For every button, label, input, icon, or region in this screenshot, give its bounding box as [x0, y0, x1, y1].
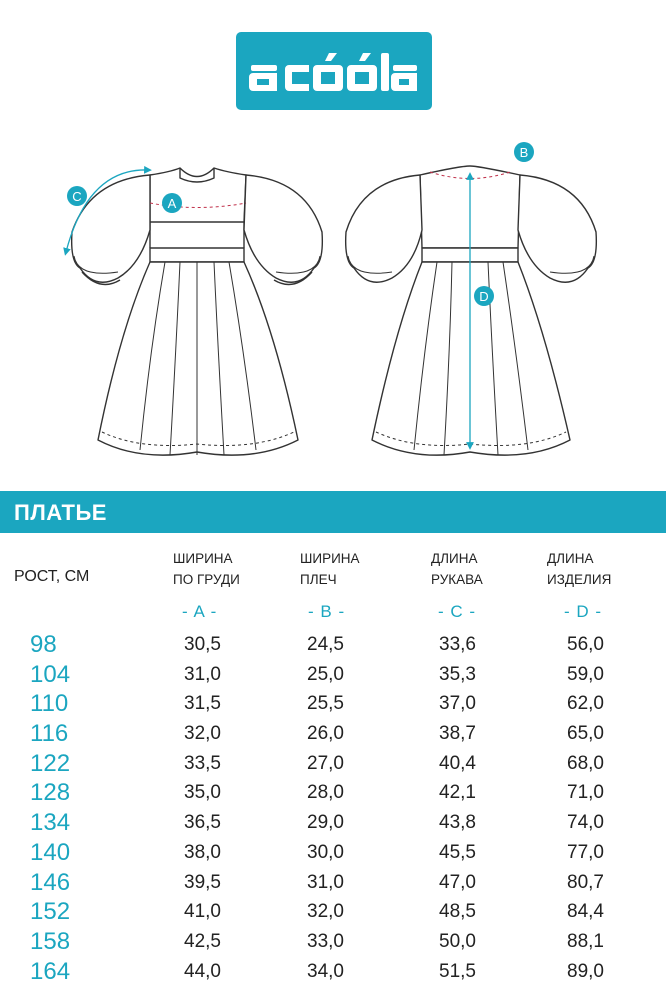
chest-cell: 30,5 [184, 634, 221, 655]
length-cell: 89,0 [567, 960, 604, 982]
chest-cell: 32,0 [184, 723, 221, 745]
height-cell: 146 [30, 868, 71, 896]
chest-cell: 44,0 [184, 960, 221, 982]
height-cell: 104 [30, 660, 71, 688]
column-letter-a: - A - [182, 602, 218, 621]
label-c-circle [67, 186, 87, 206]
table-row [0, 899, 666, 929]
height-cell: 140 [30, 838, 71, 866]
chest-cell: 42,5 [184, 930, 221, 952]
dress-technical-drawings [0, 130, 666, 480]
shoulder-cell: 33,0 [307, 930, 344, 952]
sleeve-cell: 50,0 [439, 930, 476, 952]
chest-cell: 39,5 [184, 871, 221, 893]
dress-back-view [346, 166, 597, 455]
height-cell: 98 [30, 631, 57, 658]
height-cell: 110 [30, 690, 69, 718]
table-row [0, 721, 666, 751]
length-cell: 59,0 [567, 663, 604, 685]
column-header-line2: РУКАВА [431, 572, 483, 587]
title-banner [0, 491, 666, 533]
column-header-line1: ШИРИНА [300, 551, 360, 566]
table-row [0, 780, 666, 810]
sleeve-cell: 51,5 [439, 960, 476, 982]
shoulder-cell: 26,0 [307, 723, 344, 745]
shoulder-cell: 32,0 [307, 901, 344, 923]
sleeve-cell: 33,6 [439, 634, 476, 655]
length-cell: 74,0 [567, 812, 604, 834]
table-row [0, 691, 666, 721]
label-a-circle [162, 193, 182, 213]
column-header-chest [173, 548, 240, 590]
chest-cell: 31,5 [184, 693, 221, 715]
column-letter-b: - B - [308, 602, 346, 621]
sleeve-cell: 47,0 [439, 871, 476, 893]
label-a: A [167, 196, 177, 211]
table-row [0, 840, 666, 870]
shoulder-cell: 24,5 [307, 634, 344, 655]
length-cell: 80,7 [567, 871, 604, 893]
column-header-line2: ИЗДЕЛИЯ [547, 572, 612, 587]
table-row [0, 929, 666, 959]
column-header-line1: ДЛИНА [547, 551, 594, 566]
length-cell: 77,0 [567, 841, 604, 863]
sleeve-cell: 48,5 [439, 901, 476, 923]
dress-front-view [66, 168, 322, 455]
size-table [0, 632, 666, 988]
shoulder-cell: 27,0 [307, 752, 344, 774]
height-cell: 122 [30, 749, 71, 777]
height-cell: 152 [30, 898, 71, 926]
chest-cell: 41,0 [184, 901, 221, 923]
shoulder-cell: 28,0 [307, 782, 344, 804]
height-cell: 116 [30, 720, 69, 748]
chest-cell: 36,5 [184, 812, 221, 834]
column-header-sleeve [431, 548, 483, 590]
column-header-shoulders [300, 548, 360, 590]
table-row [0, 662, 666, 692]
height-cell: 128 [30, 779, 71, 807]
table-row [0, 959, 666, 989]
brand-logo-mark [249, 49, 419, 93]
height-header: РОСТ, СМ [14, 568, 90, 585]
sleeve-cell: 37,0 [439, 693, 476, 715]
shoulder-cell: 31,0 [307, 871, 344, 893]
table-row [0, 632, 666, 662]
sleeve-cell: 43,8 [439, 812, 476, 834]
shoulder-cell: 25,5 [307, 693, 344, 715]
height-cell: 158 [30, 927, 71, 955]
chest-cell: 31,0 [184, 663, 221, 685]
shoulder-cell: 29,0 [307, 812, 344, 834]
length-cell: 62,0 [567, 693, 604, 715]
height-cell: 134 [30, 809, 71, 837]
shoulder-cell: 34,0 [307, 960, 344, 982]
chest-cell: 33,5 [184, 752, 221, 774]
column-letter-d: - D - [564, 602, 603, 621]
sleeve-cell: 38,7 [439, 723, 476, 745]
table-row [0, 751, 666, 781]
length-cell: 88,1 [567, 930, 604, 952]
length-cell: 56,0 [567, 634, 604, 655]
height-cell: 164 [30, 957, 71, 985]
shoulder-cell: 30,0 [307, 841, 344, 863]
chest-cell: 35,0 [184, 782, 221, 804]
length-cell: 68,0 [567, 752, 604, 774]
label-b-circle [514, 142, 534, 162]
sleeve-cell: 35,3 [439, 663, 476, 685]
label-d: D [479, 289, 489, 304]
sleeve-cell: 40,4 [439, 752, 476, 774]
chest-cell: 38,0 [184, 841, 221, 863]
length-cell: 71,0 [567, 782, 604, 804]
brand-logo [236, 32, 432, 110]
column-header-length [547, 548, 611, 590]
column-letter-c: - C - [438, 602, 477, 621]
shoulder-cell: 25,0 [307, 663, 344, 685]
page-title: ПЛАТЬЕ [14, 500, 107, 525]
label-b: B [519, 145, 529, 160]
label-d-circle [474, 286, 494, 306]
table-row [0, 870, 666, 900]
column-header-line2: ПО ГРУДИ [173, 572, 240, 587]
length-cell: 65,0 [567, 723, 604, 745]
table-row [0, 810, 666, 840]
column-header-line2: ПЛЕЧ [300, 572, 337, 587]
column-header-line1: ДЛИНА [431, 551, 478, 566]
column-header-line1: ШИРИНА [173, 551, 233, 566]
label-c: C [72, 189, 82, 204]
sleeve-cell: 42,1 [439, 782, 476, 804]
length-cell: 84,4 [567, 901, 604, 923]
sleeve-cell: 45,5 [439, 841, 476, 863]
